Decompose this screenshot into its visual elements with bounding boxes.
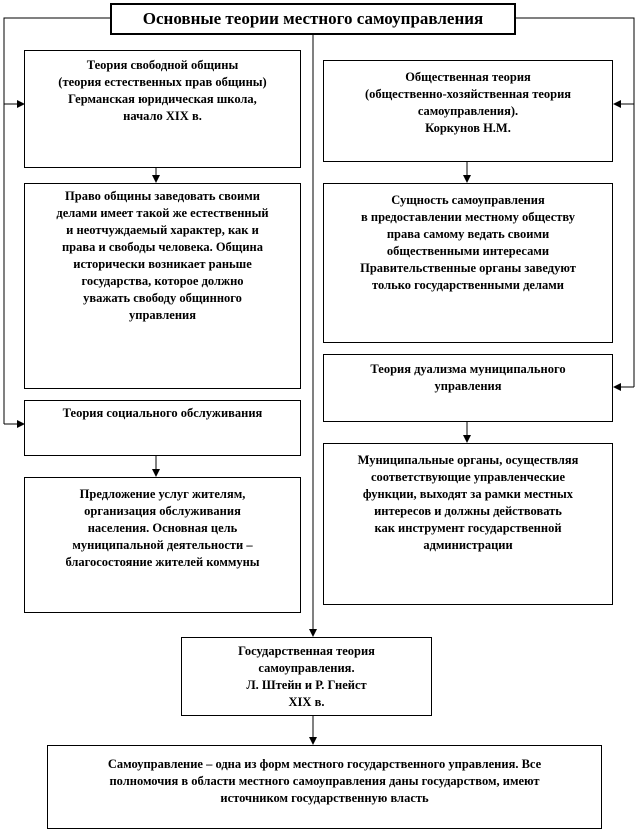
box-line: в предоставлении местному обществу xyxy=(361,210,575,224)
social-service-description-box xyxy=(24,477,301,613)
box-line: Теория социального обслуживания xyxy=(62,406,263,420)
box-line: Теория свободной общины xyxy=(86,58,239,72)
box-line: источником государственную власть xyxy=(220,791,429,805)
state-theory-box xyxy=(181,637,432,716)
box-line: полномочия в области местного самоуправления даны государством, имеют xyxy=(109,774,540,788)
box-line: делами имеет такой же естественный xyxy=(56,206,269,220)
box-line: Правительственные органы заведуют xyxy=(360,261,576,275)
free-community-description-box xyxy=(24,183,301,389)
box-line: Право общины заведовать своими xyxy=(65,189,260,203)
box-line: Л. Штейн и Р. Гнейст xyxy=(246,678,367,692)
box-line: муниципальной деятельности – xyxy=(72,538,253,552)
box-line: исторически возникает раньше xyxy=(73,257,252,271)
box-line: и неотчуждаемый характер, как и xyxy=(66,223,259,237)
box-line: государства, которое должно xyxy=(81,274,244,288)
box-line: Теория дуализма муниципального xyxy=(370,362,566,376)
public-theory-description-box xyxy=(323,183,613,343)
box-line: Коркунов Н.М. xyxy=(425,121,511,135)
box-line: благосостояние жителей коммуны xyxy=(65,555,260,569)
dualism-theory-box xyxy=(323,354,613,422)
box-line: Германская юридическая школа, xyxy=(68,92,257,106)
box-line: как инструмент государственной xyxy=(374,521,562,535)
box-line: администрации xyxy=(423,538,513,552)
box-line: Муниципальные органы, осуществляя xyxy=(357,453,579,467)
box-line: организация обслуживания xyxy=(84,504,241,518)
dualism-description-box xyxy=(323,443,613,605)
social-service-theory-box xyxy=(24,400,301,456)
box-line: только государственными делами xyxy=(372,278,564,292)
box-line: Сущность самоуправления xyxy=(391,193,545,207)
box-line: XIX в. xyxy=(288,695,325,709)
box-line: функции, выходят за рамки местных xyxy=(362,487,574,501)
box-line: Общественная теория xyxy=(405,70,531,84)
box-line: самоуправления. xyxy=(258,661,355,675)
box-line: населения. Основная цель xyxy=(87,521,238,535)
box-line: права самому ведать своими xyxy=(386,227,550,241)
box-line: (теория естественных прав общины) xyxy=(58,75,267,89)
diagram-title: Основные теории местного самоуправления xyxy=(110,3,516,35)
box-line: (общественно-хозяйственная теория xyxy=(364,87,572,101)
box-line: Государственная теория xyxy=(238,644,375,658)
box-line: управления xyxy=(129,308,196,322)
public-theory-box xyxy=(323,60,613,162)
box-line: соответствующие управленческие xyxy=(370,470,566,484)
box-line: интересов и должны действовать xyxy=(374,504,562,518)
box-line: Самоуправление – одна из форм местного государственного управления. Все xyxy=(107,757,542,771)
box-line: права и свободы человека. Община xyxy=(61,240,264,254)
box-line: Предложение услуг жителям, xyxy=(79,487,246,501)
box-line: общественными интересами xyxy=(386,244,550,258)
box-line: самоуправления). xyxy=(417,104,519,118)
state-theory-description-box xyxy=(47,745,602,829)
free-community-theory-box xyxy=(24,50,301,168)
box-line: начало XIX в. xyxy=(123,109,202,123)
box-line: управления xyxy=(434,379,502,393)
box-line: уважать свободу общинного xyxy=(83,291,242,305)
